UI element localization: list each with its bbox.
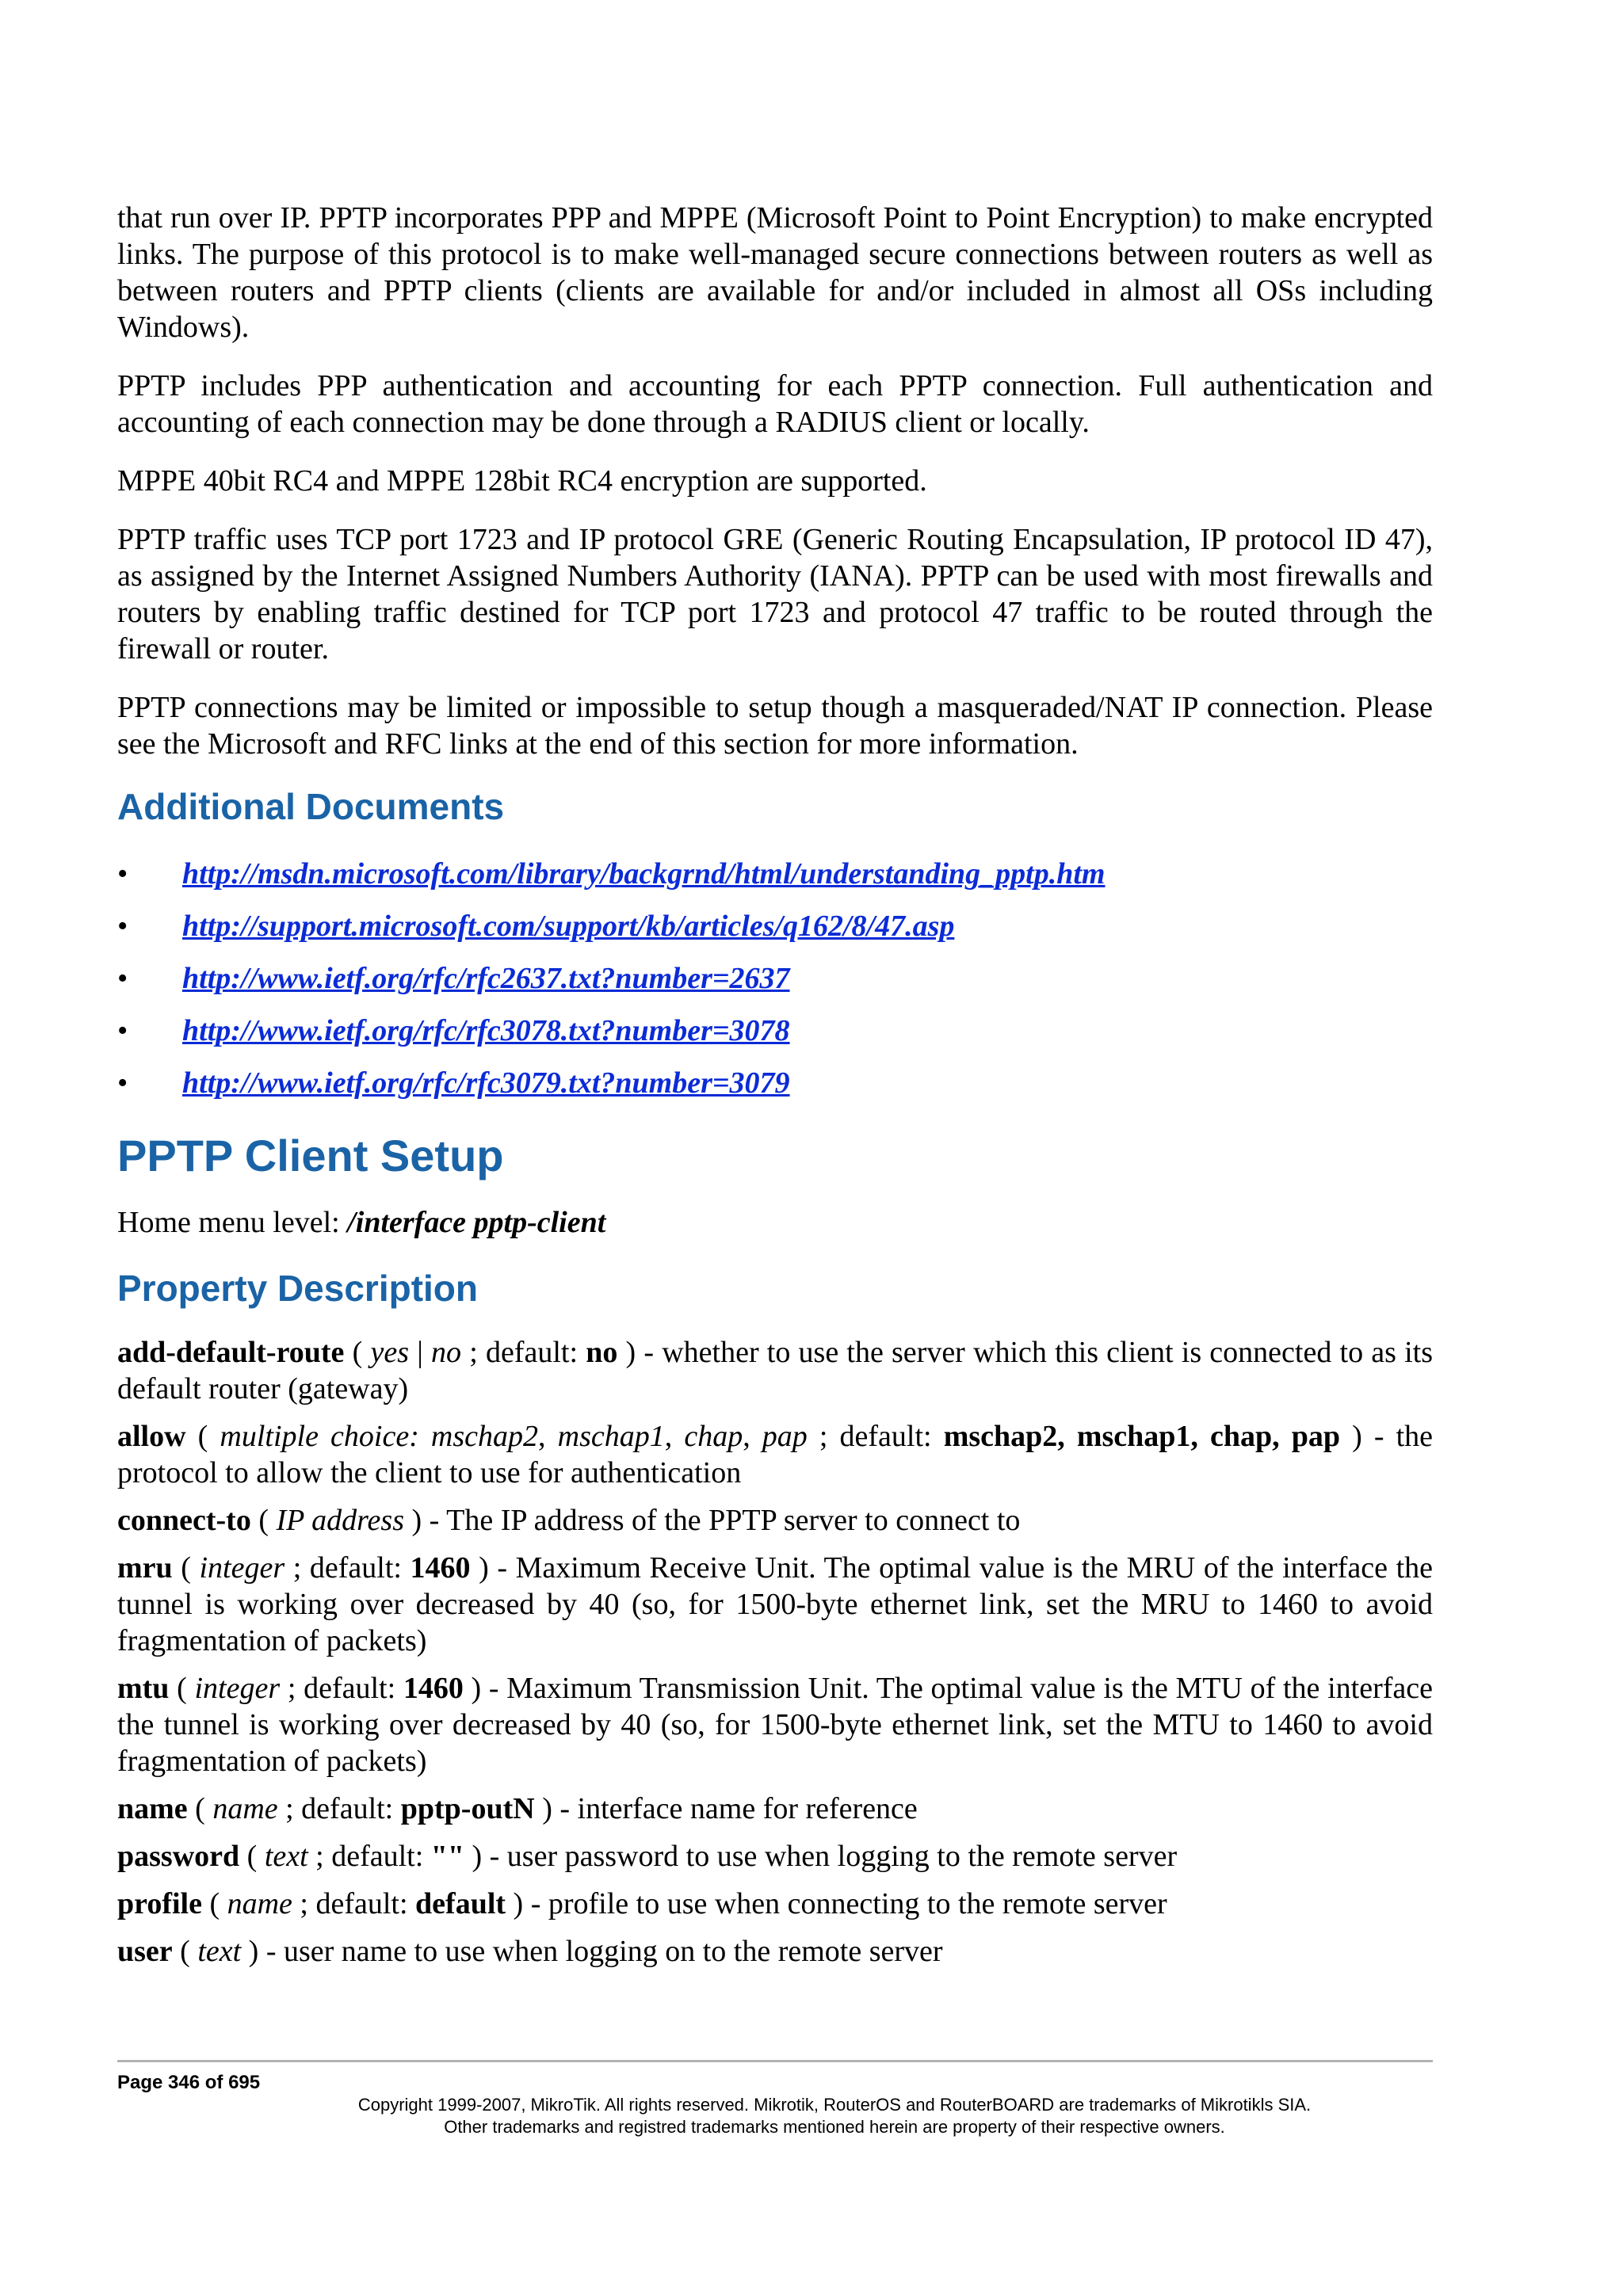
- link-rfc3078[interactable]: http://www.ietf.org/rfc/rfc3078.txt?number=3078: [182, 1014, 790, 1047]
- copyright-line-2: Other trademarks and registred trademarks mentioned herein are property of their respective owners.: [444, 2117, 1225, 2137]
- list-item: [117, 1013, 1433, 1065]
- property-name: mru: [117, 1551, 173, 1585]
- property-text: (: [187, 1792, 213, 1825]
- property-text: ; default:: [807, 1420, 944, 1453]
- property-type: integer: [199, 1551, 285, 1585]
- property-default: no: [586, 1336, 618, 1369]
- property-text: ; default:: [461, 1336, 586, 1369]
- property-type: pap: [762, 1420, 808, 1453]
- property-default: mschap2, mschap1, chap, pap: [943, 1420, 1341, 1453]
- additional-documents-heading: Additional Documents: [117, 786, 505, 827]
- property-description: ) - whether to use the server which this client is connected to as its default router (gateway): [117, 1336, 1434, 1405]
- menu-level-line: [117, 1204, 1433, 1241]
- property-description: ) - Maximum Transmission Unit. The optimal value is the MTU of the interface the tunnel is working over decreased by 40 (so, for 1500-byte ethernet link, set the MTU to 1460 to avoid fragmentation of packets): [117, 1672, 1433, 1778]
- property-type: text: [197, 1935, 242, 1968]
- intro-paragraph-2: PPTP includes PPP authentication and accounting for each PPTP connection. Full authentication and accounting of each connection may be done through a RADIUS client or locally.: [117, 369, 1433, 439]
- property-text: (: [185, 1420, 220, 1453]
- property-profile: [117, 1886, 1433, 1922]
- property-description: ) - profile to use when connecting to the remote server: [506, 1887, 1167, 1920]
- property-default: 1460: [410, 1551, 471, 1585]
- property-text: ; default:: [307, 1840, 431, 1873]
- property-name-field: [117, 1791, 1433, 1827]
- additional-documents-list: [117, 856, 1433, 1117]
- property-name: mtu: [117, 1672, 170, 1705]
- property-description: ) - interface name for reference: [534, 1792, 918, 1825]
- property-text: ,: [664, 1420, 685, 1453]
- property-text: (: [344, 1336, 371, 1369]
- property-mru: [117, 1550, 1433, 1659]
- bullet-icon: •: [117, 857, 128, 891]
- property-type: IP address: [276, 1504, 404, 1537]
- property-description: ) - Maximum Receive Unit. The optimal value is the MRU of the interface the tunnel is working over decreased by 40 (so, for 1500-byte ethernet link, set the MRU to 1460 to avoid fragmentation of packets): [117, 1551, 1434, 1657]
- link-rfc3079[interactable]: http://www.ietf.org/rfc/rfc3079.txt?number=3079: [182, 1066, 790, 1100]
- property-text: (: [169, 1672, 195, 1705]
- property-text: (: [201, 1887, 227, 1920]
- property-text: ; default:: [277, 1792, 401, 1825]
- property-default: "": [430, 1840, 464, 1873]
- property-type: name: [212, 1792, 278, 1825]
- property-type: text: [264, 1840, 308, 1873]
- property-name: connect-to: [117, 1504, 251, 1537]
- property-type: mschap1: [557, 1420, 665, 1453]
- link-msdn-pptp[interactable]: http://msdn.microsoft.com/library/backgrnd/html/understanding_pptp.htm: [182, 857, 1106, 891]
- property-name: user: [117, 1935, 173, 1968]
- property-text: (: [250, 1504, 277, 1537]
- property-type: name: [227, 1887, 292, 1920]
- property-connect-to: [117, 1502, 1433, 1539]
- bullet-icon: •: [117, 1014, 128, 1047]
- list-item: [117, 960, 1433, 1013]
- property-text: ,: [743, 1420, 762, 1453]
- property-description-heading: Property Description: [117, 1268, 478, 1309]
- intro-paragraph-4: PPTP traffic uses TCP port 1723 and IP protocol GRE (Generic Routing Encapsulation, IP protocol ID 47), as assigned by the Internet Assigned Numbers Authority (IANA). PPTP can be used with most firewalls and routers by enabling traffic destined for TCP port 1723 and protocol 47 traffic to be routed through the firewall or router.: [117, 523, 1433, 666]
- page-content: [117, 200, 1433, 1981]
- property-default: pptp-outN: [400, 1792, 535, 1825]
- property-description: ) - The IP address of the PPTP server to connect to: [404, 1504, 1021, 1537]
- list-item: [117, 856, 1433, 908]
- property-default: default: [415, 1887, 506, 1920]
- property-text: ; default:: [280, 1672, 403, 1705]
- property-user: [117, 1933, 1433, 1970]
- property-name: profile: [117, 1887, 202, 1920]
- property-type: chap: [684, 1420, 743, 1453]
- list-item: [117, 908, 1433, 960]
- property-type: integer: [194, 1672, 281, 1705]
- property-description: ) - user name to use when logging on to the remote server: [241, 1935, 943, 1968]
- property-name: name: [117, 1792, 188, 1825]
- intro-paragraph-1: that run over IP. PPTP incorporates PPP and MPPE (Microsoft Point to Point Encryption) to make encrypted links. The purpose of this protocol is to make well-managed secure connections between routers as well as between routers and PPTP clients (clients are available for and/or included in almost all OSs including Windows).: [117, 201, 1433, 344]
- menu-level-label: Home menu level:: [117, 1206, 348, 1239]
- property-text: (: [172, 1935, 198, 1968]
- intro-paragraph-3: MPPE 40bit RC4 and MPPE 128bit RC4 encryption are supported.: [117, 464, 927, 498]
- property-description: ) - the protocol to allow the client to use for authentication: [117, 1420, 1434, 1489]
- copyright-line-1: Copyright 1999-2007, MikroTik. All rights reserved. Mikrotik, RouterOS and RouterBOARD are trademarks of Mikrotikls SIA.: [357, 2095, 1312, 2115]
- property-description: ) - user password to use when logging to the remote server: [464, 1840, 1178, 1873]
- menu-level-path: /interface pptp-client: [347, 1206, 606, 1239]
- intro-paragraph-5: PPTP connections may be limited or impossible to setup though a masqueraded/NAT IP connection. Please see the Microsoft and RFC links at the end of this section for more information.: [117, 691, 1433, 761]
- property-password: [117, 1838, 1433, 1875]
- property-allow: [117, 1418, 1433, 1491]
- property-name: add-default-route: [117, 1336, 345, 1369]
- property-mtu: [117, 1670, 1433, 1779]
- property-type: yes: [370, 1336, 409, 1369]
- property-text: (: [172, 1551, 200, 1585]
- property-text: |: [409, 1336, 431, 1369]
- page-number: Page 346 of 695: [117, 2072, 261, 2093]
- pptp-client-setup-heading: PPTP Client Setup: [117, 1131, 504, 1180]
- bullet-icon: •: [117, 962, 128, 995]
- property-type: no: [431, 1336, 461, 1369]
- link-rfc2637[interactable]: http://www.ietf.org/rfc/rfc2637.txt?number=2637: [182, 962, 790, 995]
- list-item: [117, 1065, 1433, 1117]
- property-name: password: [117, 1840, 240, 1873]
- bullet-icon: •: [117, 1066, 128, 1100]
- page-footer: [117, 2060, 1433, 2138]
- property-default: 1460: [403, 1672, 464, 1705]
- property-text: ; default:: [285, 1551, 411, 1585]
- property-text: ; default:: [292, 1887, 416, 1920]
- link-support-kb[interactable]: http://support.microsoft.com/support/kb/articles/q162/8/47.asp: [182, 910, 955, 943]
- property-name: allow: [117, 1420, 186, 1453]
- bullet-icon: •: [117, 910, 128, 943]
- property-type: multiple choice: mschap2: [220, 1420, 539, 1453]
- property-text: (: [239, 1840, 265, 1873]
- property-text: ,: [538, 1420, 558, 1453]
- property-add-default-route: [117, 1334, 1433, 1407]
